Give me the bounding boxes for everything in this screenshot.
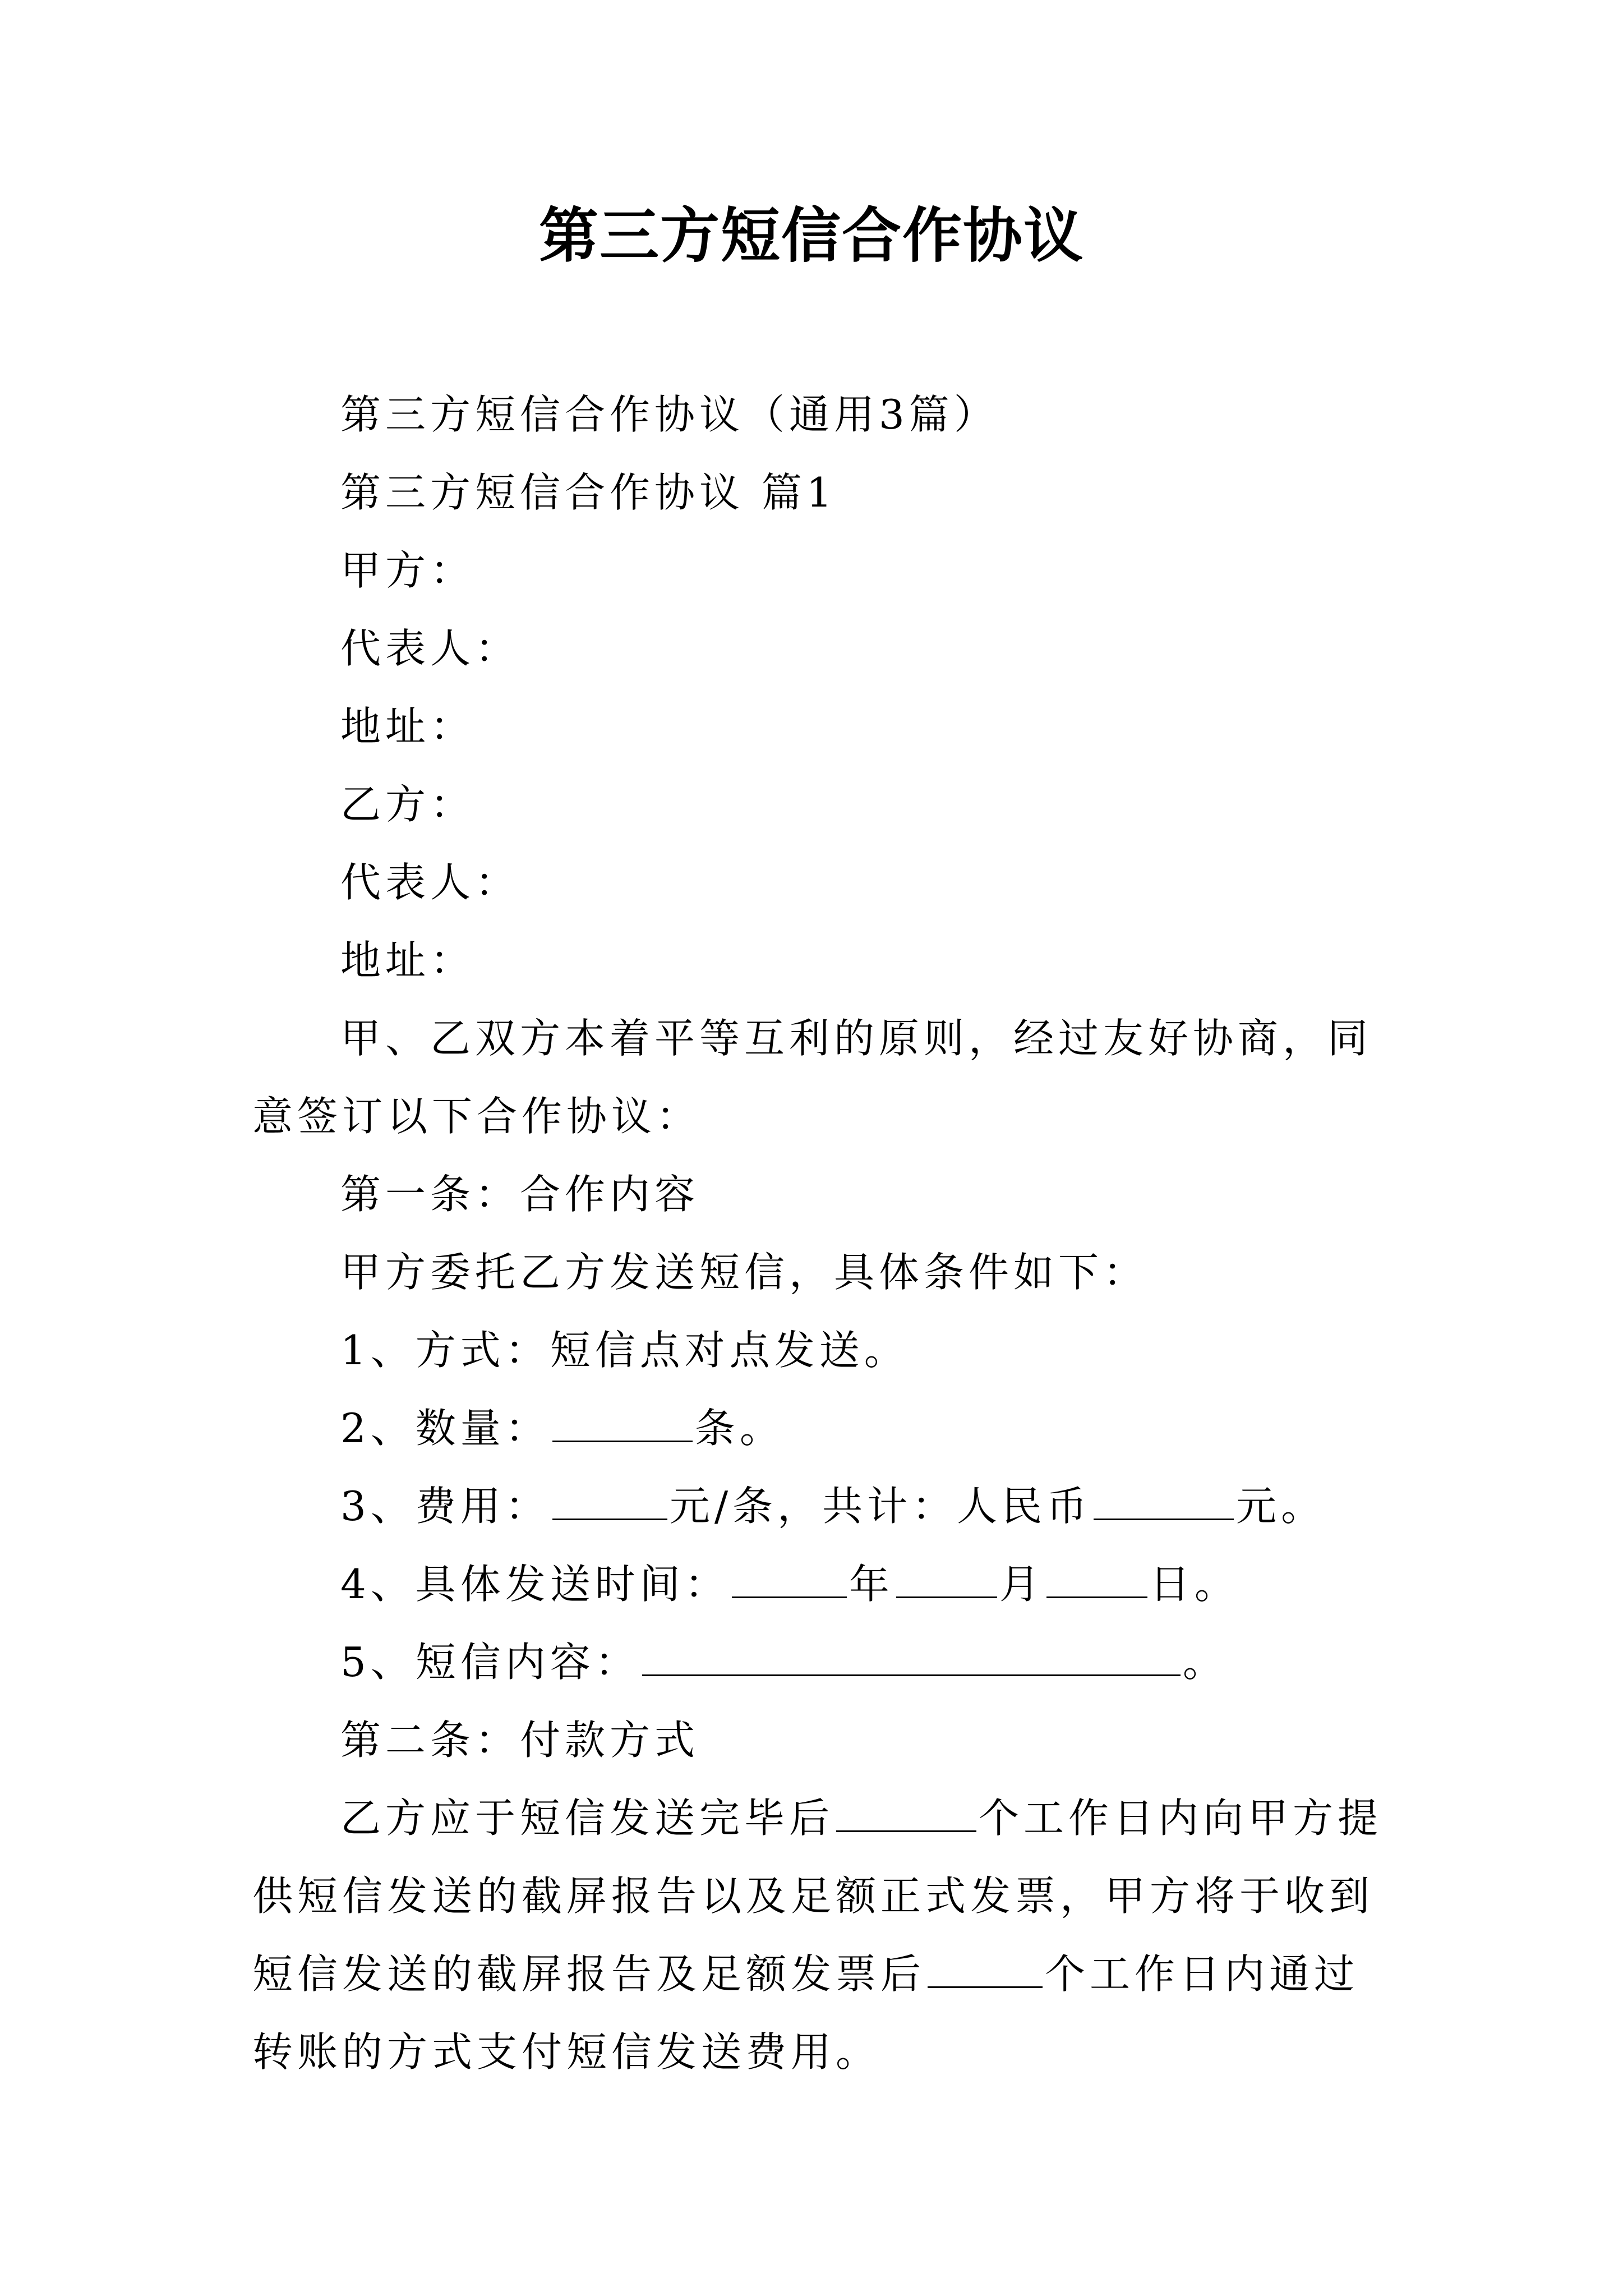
report-days-blank bbox=[836, 1797, 976, 1832]
party-a-line: 甲方： bbox=[340, 547, 476, 594]
part-heading: 第三方短信合作协议 篇1 bbox=[340, 469, 837, 516]
month-blank bbox=[896, 1563, 997, 1598]
payment-text-2: 个工作日内向甲方提供短信发送的截屏报告以及足额正式发票，甲方将于收到短信发送的截屏报告及足额发票后 bbox=[252, 1795, 1383, 1998]
item-3-fee bbox=[252, 1467, 1391, 1545]
article-1-heading: 第一条：合作内容 bbox=[340, 1171, 700, 1218]
sms-content-blank bbox=[642, 1641, 1181, 1676]
article-1-description: 甲方委托乙方发送短信，具体条件如下： bbox=[340, 1249, 1149, 1296]
subtitle-line: 第三方短信合作协议（通用3篇） bbox=[340, 391, 999, 438]
item-4-label: 4、具体发送时间： bbox=[340, 1561, 730, 1608]
quantity-blank bbox=[552, 1407, 693, 1442]
item-1-method: 1、方式：短信点对点发送。 bbox=[340, 1327, 909, 1374]
item-5-content bbox=[252, 1623, 1391, 1701]
addr-b-line: 地址： bbox=[340, 937, 476, 984]
item-2-label: 2、数量： bbox=[340, 1405, 550, 1452]
rep-a-line: 代表人： bbox=[340, 625, 520, 672]
item-3-unit: 元。 bbox=[1236, 1483, 1326, 1530]
item-3-label: 3、费用： bbox=[340, 1483, 550, 1530]
payment-text-1: 乙方应于短信发送完毕后 bbox=[340, 1795, 834, 1842]
payment-text-3: 个工作日内通过转账的方式支付短信发送费用。 bbox=[252, 1950, 1359, 2076]
rep-b-line: 代表人： bbox=[340, 859, 520, 906]
item-4-send-time bbox=[252, 1545, 1391, 1623]
year-label: 年 bbox=[849, 1561, 894, 1608]
payment-paragraph bbox=[252, 1779, 1391, 2091]
item-2-quantity bbox=[252, 1389, 1391, 1467]
item-2-unit: 条。 bbox=[694, 1405, 785, 1452]
day-blank bbox=[1046, 1563, 1147, 1598]
item-3-middle: 元/条，共计：人民币 bbox=[669, 1483, 1092, 1530]
item-5-end: 。 bbox=[1182, 1639, 1228, 1686]
article-2-heading: 第二条：付款方式 bbox=[340, 1717, 700, 1764]
total-amount-blank bbox=[1094, 1485, 1234, 1520]
item-5-label: 5、短信内容： bbox=[340, 1639, 640, 1686]
day-label: 日。 bbox=[1149, 1561, 1239, 1608]
document-body bbox=[252, 376, 1391, 2091]
party-b-line: 乙方： bbox=[340, 781, 476, 828]
document-title: 第三方短信合作协议 bbox=[539, 200, 1084, 270]
intro-paragraph: 甲、乙双方本着平等互利的原则，经过友好协商，同意签订以下合作协议： bbox=[252, 1015, 1373, 1140]
month-label: 月 bbox=[999, 1561, 1044, 1608]
payment-days-blank bbox=[928, 1953, 1043, 1988]
year-blank bbox=[732, 1563, 847, 1598]
addr-a-line: 地址： bbox=[340, 703, 476, 750]
unit-price-blank bbox=[552, 1485, 667, 1520]
